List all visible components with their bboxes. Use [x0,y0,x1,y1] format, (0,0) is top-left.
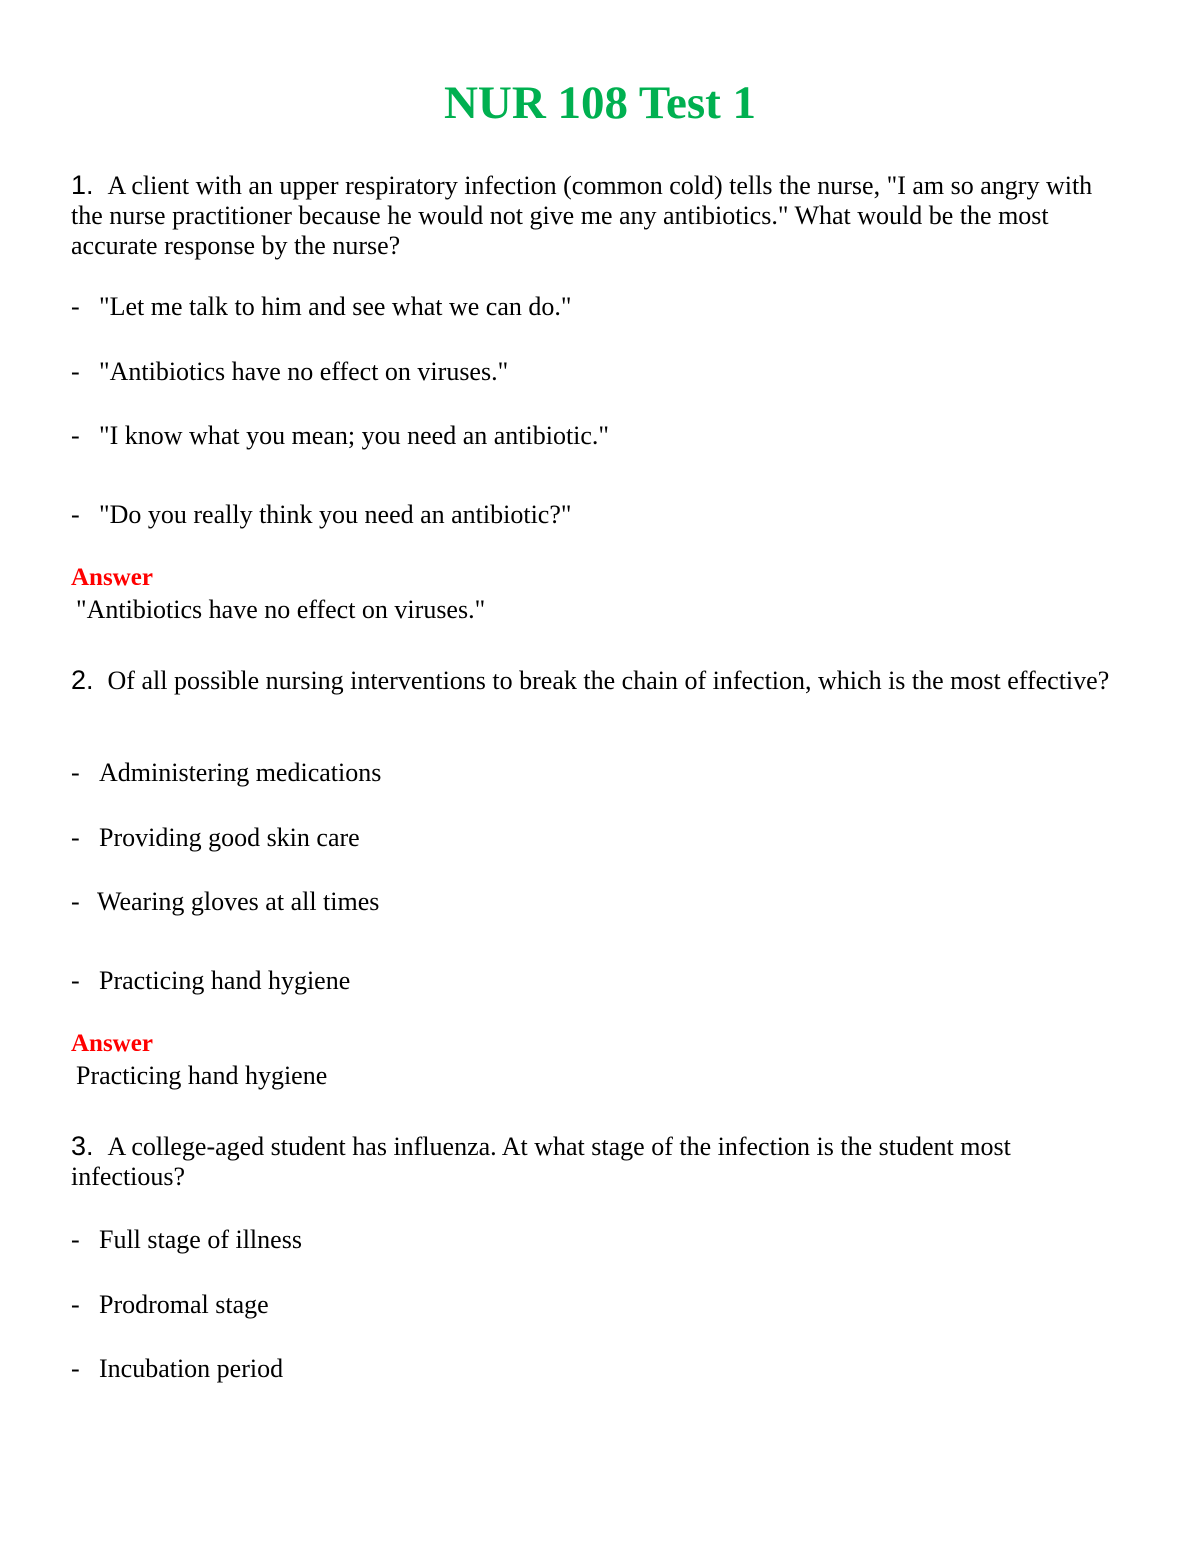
option-1a [71,292,571,322]
option-2d [71,966,350,996]
option-3b [71,1290,269,1320]
option-text: Administering medications [99,758,382,787]
question-1 [71,170,1111,261]
option-1d [71,500,572,530]
bullet-dash: - [71,1225,80,1254]
option-text: "I know what you mean; you need an antibiotic." [99,421,610,450]
option-text: "Let me talk to him and see what we can do." [99,292,572,321]
question-number: 3. [71,1131,94,1161]
bullet-dash: - [71,500,80,529]
option-text: Full stage of illness [99,1225,302,1254]
question-3 [71,1131,1111,1192]
option-text: Wearing gloves at all times [97,887,380,916]
bullet-dash: - [71,421,80,450]
question-text: Of all possible nursing interventions to break the chain of infection, which is the most effective? [107,666,1110,695]
bullet-dash: - [71,823,80,852]
option-text: Practicing hand hygiene [99,966,351,995]
option-3a [71,1225,302,1255]
bullet-dash: - [71,966,80,995]
option-3c [71,1354,283,1384]
option-text: Prodromal stage [99,1290,269,1319]
bullet-dash: - [71,758,80,787]
question-2 [71,665,1111,696]
question-text: A client with an upper respiratory infection (common cold) tells the nurse, "I am so angry with the nurse practitioner because he would not give me any antibiotics." What would be the most accurate response by the nurse? [71,171,1093,260]
option-2b [71,823,360,853]
page-title: NUR 108 Test 1 [443,77,757,129]
option-text: Incubation period [99,1354,284,1383]
answer-label: Answer [71,564,153,591]
answer-label: Answer [71,1030,153,1057]
question-number: 1. [71,170,94,200]
bullet-dash: - [71,887,80,916]
option-2c [71,887,379,917]
bullet-dash: - [71,1354,80,1383]
bullet-dash: - [71,292,80,321]
option-text: Providing good skin care [99,823,360,852]
option-1b [71,357,508,387]
answer-text: Practicing hand hygiene [76,1061,328,1090]
option-2a [71,758,381,788]
bullet-dash: - [71,1290,80,1319]
bullet-dash: - [71,357,80,386]
option-text: "Antibiotics have no effect on viruses." [99,357,509,386]
question-number: 2. [71,665,94,695]
answer-text: "Antibiotics have no effect on viruses." [76,595,486,624]
option-text: "Do you really think you need an antibiotic?" [99,500,572,529]
option-1c [71,421,609,451]
question-text: A college-aged student has influenza. At what stage of the infection is the student most infectious? [71,1132,1011,1191]
